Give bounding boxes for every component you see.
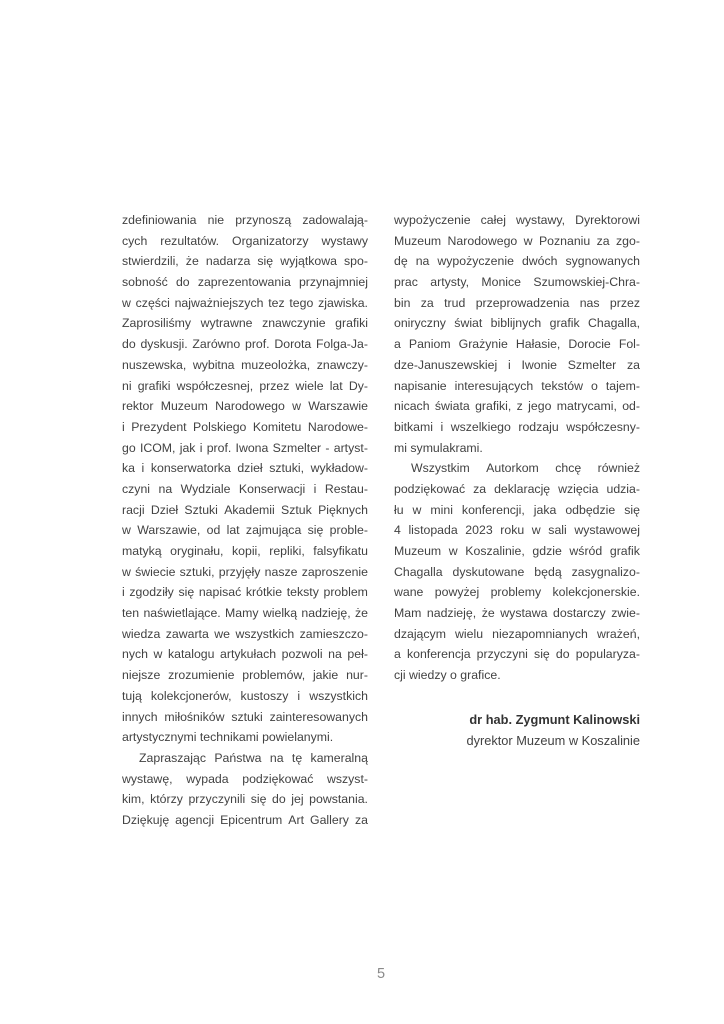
text-line: stwierdzili, że nadarza się wyjątkowa spo- [122, 254, 368, 269]
text-line: a Paniom Grażynie Hałasie, Dorocie Fol- [394, 337, 640, 352]
right-column-text [394, 210, 640, 686]
text-line: wiedza zawarta we wszystkich zamieszczo- [122, 626, 368, 641]
text-line: nych w katalogu artykułach pozwoli na peł- [122, 647, 368, 662]
text-line: dę na wypożyczenie dwóch sygnowanych [394, 254, 640, 269]
text-line: kim, którzy przyczynili się do jej powstania. [122, 792, 368, 807]
text-line: napisanie interesujących tekstów o tajem- [394, 378, 640, 393]
text-line: 4 listopada 2023 roku w sali wystawowej [394, 523, 640, 538]
text-line: a konferencja przyczyni się do popularyza- [394, 647, 640, 662]
text-line: nuszewska, wybitna muzeolożka, znawczy- [122, 357, 368, 372]
text-line: do dyskusji. Zarówno prof. Dorota Folga-Ja- [122, 337, 368, 352]
text-line: wystawę, wypada podziękować wszyst- [122, 771, 368, 786]
text-line: prac artysty, Monice Szumowskiej-Chra- [394, 275, 640, 290]
text-line: nicach świata grafiki, z jego matrycami, od- [394, 399, 640, 414]
text-line: Muzeum Narodowego w Poznaniu za zgo- [394, 233, 640, 248]
text-line: matyką oryginału, kopii, repliki, falsyfikatu [122, 544, 368, 558]
text-line: Zapraszając Państwa na tę kameralną [139, 750, 368, 765]
text-line: Muzeum w Koszalinie, gdzie wśród grafik [394, 544, 640, 558]
text-line: podziękować za deklarację wzięcia udzia- [394, 481, 640, 496]
text-line: w części najważniejszych tez tego zjawiska. [122, 295, 368, 310]
text-columns [122, 210, 640, 831]
text-line: i zgodziły się napisać krótkie teksty problem [122, 585, 368, 600]
text-line: Wszystkim Autorkom chcę również [411, 461, 640, 476]
text-line: dze-Januszewskiej i Iwonie Szmelter za [394, 357, 640, 372]
text-line: bitkami i wszelkiego rodzaju współczesny- [394, 419, 640, 434]
signature-title: dyrektor Muzeum w Koszalinie [466, 732, 640, 748]
text-line: artystycznymi technikami powielanymi. [122, 730, 334, 745]
right-column [394, 210, 640, 831]
text-line: ka i konserwatorka dzieł sztuki, wykładow- [122, 461, 368, 476]
text-line: zdefiniowania nie przynoszą zadowalają- [122, 213, 368, 227]
text-line: ni grafiki współczesnej, przez wiele lat Dy- [122, 378, 368, 393]
text-line: tują kolekcjonerów, kustoszy i wszystkich [122, 688, 368, 703]
left-column [122, 210, 368, 831]
text-line: niejsze zrozumienie problemów, jakie nur- [122, 668, 368, 683]
text-line: innych miłośników sztuki zainteresowanych [122, 709, 368, 724]
signature-name: dr hab. Zygmunt Kalinowski [469, 711, 640, 727]
text-line: cych rezultatów. Organizatorzy wystawy [122, 233, 368, 248]
text-line: czyni na Wydziale Konserwacji i Restau- [122, 481, 368, 496]
text-line: Zaprosiliśmy wytrawne znawczynie grafiki [122, 316, 368, 331]
text-line: sobność do zaprezentowania przynajmniej [122, 275, 368, 290]
text-line: w Warszawie, od lat zajmująca się proble- [122, 523, 368, 538]
text-line: i Prezydent Polskiego Komitetu Narodowe- [122, 419, 368, 434]
text-line: rektor Muzeum Narodowego w Warszawie [122, 399, 368, 414]
page-number: 5 [376, 966, 386, 982]
text-line: wypożyczenie całej wystawy, Dyrektorowi [394, 213, 640, 227]
signature-block [394, 709, 640, 751]
text-line: Dziękuję agencji Epicentrum Art Gallery za [122, 812, 368, 827]
text-line: wane powyżej problemy kolekcjonerskie. [394, 585, 640, 600]
text-line: go ICOM, jak i prof. Iwona Szmelter - artyst- [122, 440, 368, 455]
text-line: ten naświetlające. Mamy wielką nadzieję, że [122, 606, 368, 621]
text-line: w świecie sztuki, przyjęły nasze zaproszenie [122, 564, 368, 579]
text-line: Mam nadzieję, że wystawa dostarczy zwie- [394, 606, 640, 621]
text-line: bin za trud przeprowadzenia nas przez [394, 295, 640, 310]
text-line: mi symulakrami. [394, 440, 483, 455]
text-line: dzającym wielu niezapomnianych wrażeń, [394, 626, 640, 641]
text-line: Chagalla dyskutowane będą zasygnalizo- [394, 564, 640, 579]
text-line: łu w mini konferencji, jaka odbędzie się [394, 502, 640, 517]
text-line: oniryczny świat biblijnych grafik Chagalla, [394, 316, 640, 331]
text-line: racji Dzieł Sztuki Akademii Sztuk Pięknych [122, 502, 368, 517]
text-line: cji wiedzy o grafice. [394, 668, 501, 683]
